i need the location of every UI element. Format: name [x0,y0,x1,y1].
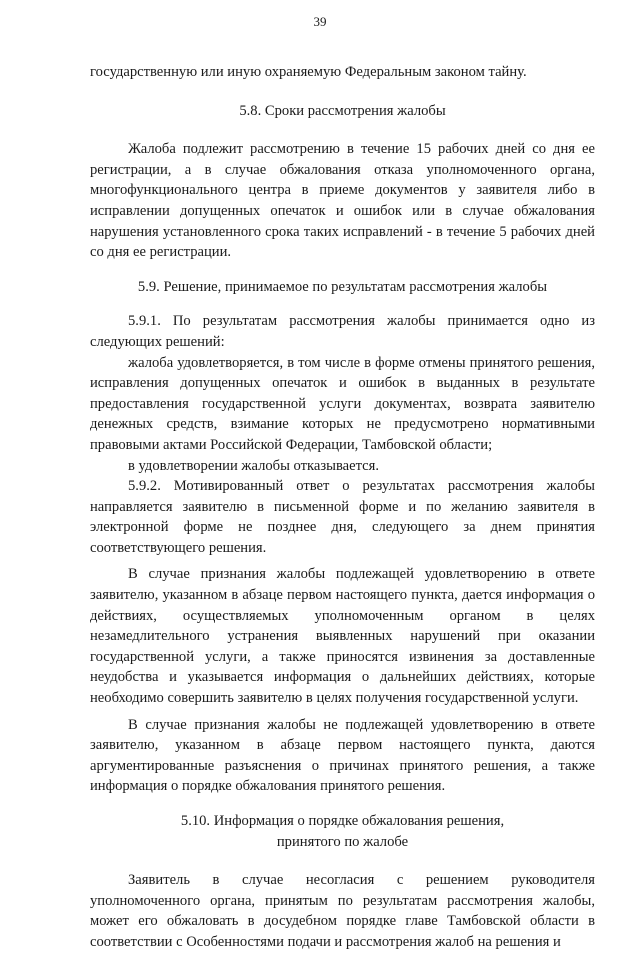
satisfied-case-paragraph: В случае признания жалобы подлежащей удовлетворению в ответе заявителю, указанном в абзаце первом настоящего пункта, дается информация о действиях, осуществляемых уполномоченным органом в целях незамедлительного устранения выявленных нарушений при оказании государственной услуги, а также приносятся извинения за доставленные неудобства и указывается информация о дальнейших действиях, которые необходимо совершить заявителю в целях получения государственной услуги. [90,566,595,707]
section-5-10-paragraph: Заявитель в случае несогласия с решением руководителя уполномоченного органа, принятым по результатам рассмотрения жалобы, может его обжаловать в досудебном порядке главе Тамбовской области в соответствии с Особенностями подачи и рассмотрения жалоб на решения и [90,872,595,950]
section-5-9-2-paragraph: 5.9.2. Мотивированный ответ о результатах рассмотрения жалобы направляется заявителю в письменной форме и по желанию заявителя в электронной форме не позднее дня, следующего за днем принятия соответствующего решения. [90,478,595,556]
section-5-10-heading-line2: принятого по жалобе [276,833,409,850]
section-5-9-heading: 5.9. Решение, принимаемое по результатам рассмотрения жалобы [137,278,548,295]
section-5-9-1-paragraph: 5.9.1. По результатам рассмотрения жалобы принимается одно из следующих решений: [90,313,595,350]
section-5-10-heading-line1: 5.10. Информация о порядке обжалования решения, [180,813,505,829]
decision-satisfy-paragraph: жалоба удовлетворяется, в том числе в форме отмены принятого решения, исправления допущенных опечаток и ошибок в выданных в результате предоставления государственной услуги документах, возврата заявителю денежных средств, взимание которых не предусмотрено нормативными правовыми актами Российской Федерации, Тамбовской области; [90,354,595,453]
decision-refuse-paragraph: в удовлетворении жалобы отказывается. [128,457,380,474]
carry-over-line: государственную или иную охраняемую Федеральным законом тайну. [90,64,527,80]
document-body [90,62,595,953]
section-5-8-paragraph: Жалоба подлежит рассмотрению в течение 15 рабочих дней со дня ее регистрации, а в случае обжалования отказа уполномоченного органа, многофункционального центра в приеме документов у заявителя либо в исправлении допущенных опечаток и ошибок или в случае обжалования нарушения установленного срока таких исправлений - в течение 5 рабочих дней со дня ее регистрации. [90,141,595,261]
not-satisfied-case-paragraph: В случае признания жалобы не подлежащей удовлетворению в ответе заявителю, указанном в абзаце первом настоящего пункта, даются аргументированные разъяснения о причинах принятого решения, а также информация о порядке обжалования принятого решения. [90,716,595,795]
section-5-8-heading: 5.8. Сроки рассмотрения жалобы [239,102,446,119]
page-number: 39 [313,14,327,29]
